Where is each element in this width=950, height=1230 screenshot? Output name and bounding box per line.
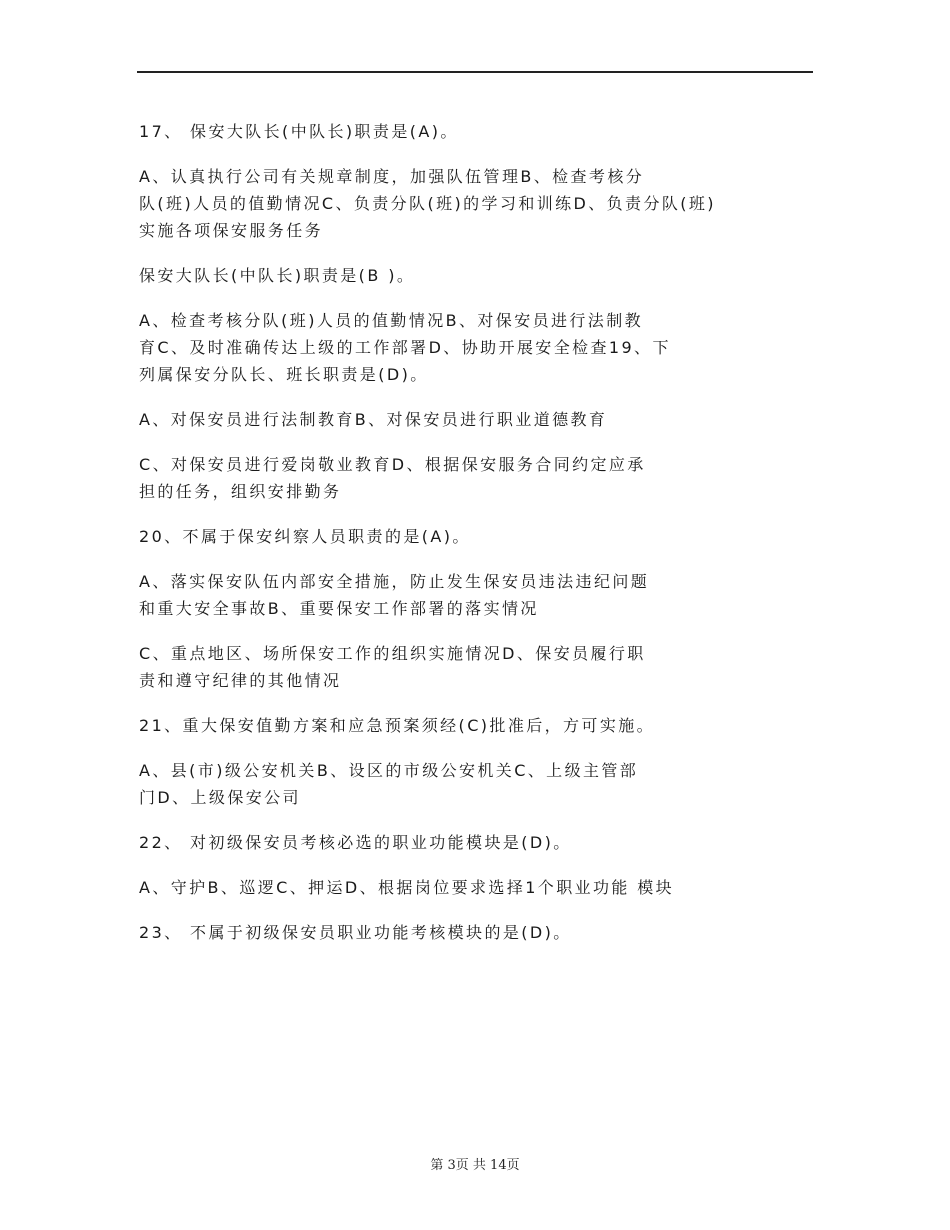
text-line: C、重点地区、场所保安工作的组织实施情况D、保安员履行职 (139, 644, 646, 663)
text-line: 和重大安全事故B、重要保安工作部署的落实情况 (139, 599, 539, 618)
paragraph (139, 640, 829, 694)
text-line: C、对保安员进行爱岗敬业教育D、根据保安服务合同约定应承 (139, 455, 646, 474)
header-rule (137, 71, 813, 73)
text-line: 列属保安分队长、班长职责是(D)。 (139, 365, 429, 384)
paragraph (139, 118, 829, 145)
text-line: A、落实保安队伍内部安全措施，防止发生保安员违法违纪问题 (139, 572, 650, 591)
text-line: A、认真执行公司有关规章制度，加强队伍管理B、检查考核分 (139, 167, 645, 186)
document-body (139, 118, 829, 964)
text-line: A、县(市)级公安机关B、设区的市级公安机关C、上级主管部 (139, 761, 639, 780)
text-line: 担的任务，组织安排勤务 (139, 482, 342, 501)
paragraph (139, 307, 829, 388)
text-line: 23、 不属于初级保安员职业功能考核模块的是(D)。 (139, 923, 572, 942)
text-line: 20、不属于保安纠察人员职责的是(A)。 (139, 527, 471, 546)
paragraph (139, 523, 829, 550)
paragraph (139, 163, 829, 244)
paragraph (139, 406, 829, 433)
paragraph (139, 568, 829, 622)
text-line: 责和遵守纪律的其他情况 (139, 671, 342, 690)
paragraph (139, 757, 829, 811)
paragraph (139, 712, 829, 739)
text-line: 队(班)人员的值勤情况C、负责分队(班)的学习和训练D、负责分队(班) (139, 194, 716, 213)
paragraph (139, 451, 829, 505)
paragraph (139, 829, 829, 856)
text-line: 实施各项保安服务任务 (139, 221, 324, 240)
text-line: 保安大队长(中队长)职责是(B )。 (139, 266, 416, 285)
text-line: A、对保安员进行法制教育B、对保安员进行职业道德教育 (139, 410, 608, 429)
text-line: 22、 对初级保安员考核必选的职业功能模块是(D)。 (139, 833, 572, 852)
text-line: A、守护B、巡逻C、押运D、根据岗位要求选择1个职业功能 模块 (139, 878, 675, 897)
paragraph (139, 874, 829, 901)
text-line: 育C、及时准确传达上级的工作部署D、协助开展安全检查19、下 (139, 338, 671, 357)
page-footer: 第 3页 共 14页 (430, 1158, 520, 1173)
paragraph (139, 919, 829, 946)
text-line: A、检查考核分队(班)人员的值勤情况B、对保安员进行法制教 (139, 311, 644, 330)
text-line: 门D、上级保安公司 (139, 788, 301, 807)
paragraph (139, 262, 829, 289)
text-line: 21、重大保安值勤方案和应急预案须经(C)批准后，方可实施。 (139, 716, 656, 735)
text-line: 17、 保安大队长(中队长)职责是(A)。 (139, 122, 459, 141)
